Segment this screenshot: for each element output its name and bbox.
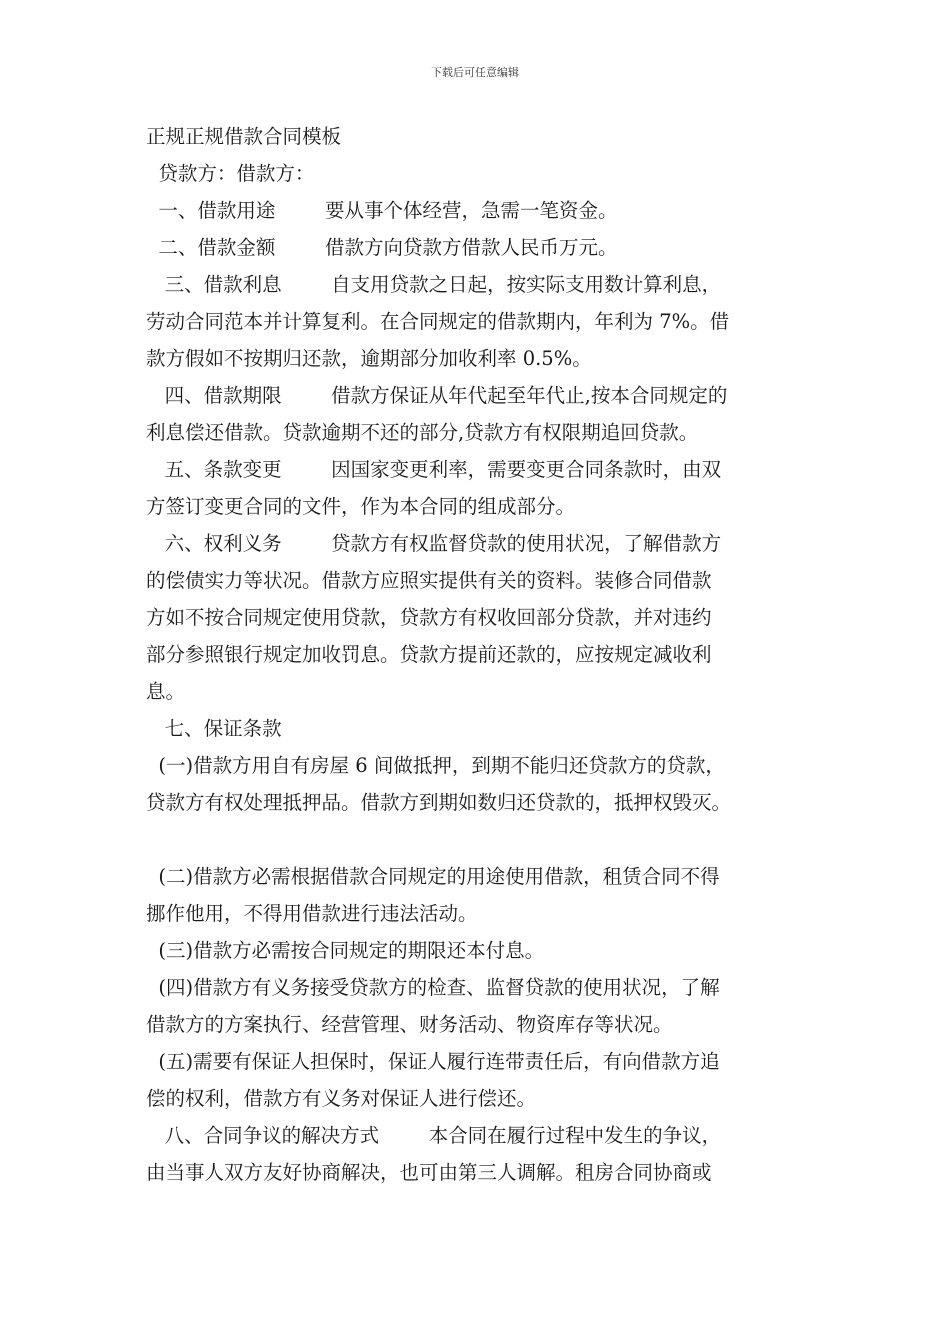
text-line: 部分参照银行规定加收罚息。贷款方提前还款的，应按规定减收利	[146, 643, 712, 666]
text-line: 挪作他用，不得用借款进行违法活动。	[146, 902, 478, 925]
text-line: (四)借款方有义务接受贷款方的检查、监督贷款的使用状况，了解	[146, 976, 720, 999]
text-line: 五、条款变更 因国家变更利率，需要变更合同条款时，由双	[146, 458, 722, 481]
page-header-note: 下载后可任意编辑	[431, 66, 519, 79]
text-line: 款方假如不按期归还款，逾期部分加收利率 0.5%。	[146, 347, 592, 370]
text-line: 三、借款利息 自支用贷款之日起，按实际支用数计算利息，	[146, 273, 722, 296]
text-line: 一、借款用途 要从事个体经营，急需一笔资金。	[146, 199, 618, 222]
text-line: 八、合同争议的解决方式 本合同在履行过程中发生的争议，	[146, 1124, 722, 1147]
text-line: (二)借款方必需根据借款合同规定的用途使用借款，租赁合同不得	[146, 865, 720, 888]
text-line: (三)借款方必需按合同规定的期限还本付息。	[146, 939, 545, 962]
blank-line	[146, 821, 826, 858]
text-line: 息。	[146, 680, 186, 703]
text-line: (五)需要有保证人担保时，保证人履行连带责任后，有向借款方追	[146, 1050, 720, 1073]
document-title: 正规正规借款合同模板	[146, 125, 342, 148]
text-line: 偿的权利，借款方有义务对保证人进行偿还。	[146, 1087, 537, 1110]
text-line: 六、权利义务 贷款方有权监督贷款的使用状况，了解借款方	[146, 532, 722, 555]
text-line: 方如不按合同规定使用贷款，贷款方有权收回部分贷款，并对违约	[146, 606, 712, 629]
text-line: 由当事人双方友好协商解决，也可由第三人调解。租房合同协商或	[146, 1161, 712, 1184]
text-line: 四、借款期限 借款方保证从年代起至年代止,按本合同规定的	[146, 384, 728, 407]
text-line: 借款方的方案执行、经营管理、财务活动、物资库存等状况。	[146, 1013, 673, 1036]
text-line: 贷款方：借款方：	[146, 162, 315, 185]
text-line: 的偿债实力等状况。借款方应照实提供有关的资料。装修合同借款	[146, 569, 712, 592]
text-line: 劳动合同范本并计算复利。在合同规定的借款期内，年利为 7%。借	[146, 310, 730, 333]
document-body	[146, 118, 826, 1191]
text-line: 二、借款金额 借款方向贷款方借款人民币万元。	[146, 236, 618, 259]
text-line: 七、保证条款	[146, 717, 282, 740]
text-line: (一)借款方用自有房屋 6 间做抵押，到期不能归还贷款方的贷款，	[146, 754, 725, 777]
text-line: 贷款方有权处理抵押品。借款方到期如数归还贷款的，抵押权毁灭。	[146, 791, 732, 814]
text-line: 利息偿还借款。贷款逾期不还的部分,贷款方有权限期追回贷款。	[146, 421, 699, 444]
text-line: 方签订变更合同的文件，作为本合同的组成部分。	[146, 495, 576, 518]
